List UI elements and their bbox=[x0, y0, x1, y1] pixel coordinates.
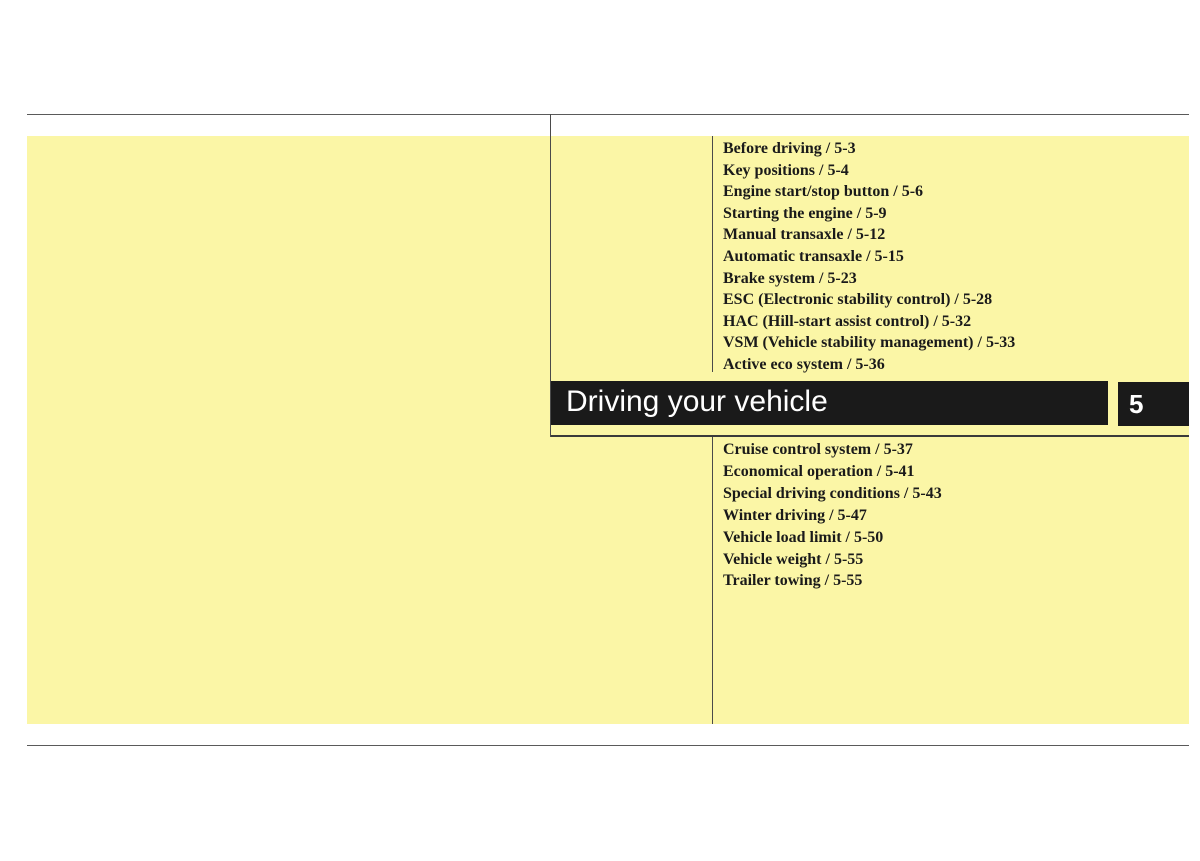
toc-item[interactable]: Winter driving / 5-47 bbox=[723, 506, 867, 524]
bottom-rule bbox=[27, 745, 1189, 746]
toc-item[interactable]: Automatic transaxle / 5-15 bbox=[723, 247, 904, 265]
toc-list-bottom bbox=[723, 439, 942, 592]
toc-item[interactable]: Key positions / 5-4 bbox=[723, 161, 849, 179]
toc-item[interactable]: VSM (Vehicle stability management) / 5-33 bbox=[723, 334, 1016, 352]
toc-item[interactable]: Vehicle weight / 5-55 bbox=[723, 550, 864, 568]
chapter-title: Driving your vehicle bbox=[551, 381, 1108, 425]
toc-item[interactable]: ESC (Electronic stability control) / 5-28 bbox=[723, 291, 993, 309]
toc-item[interactable]: Active eco system / 5-36 bbox=[723, 355, 885, 373]
toc-item[interactable]: Before driving / 5-3 bbox=[723, 140, 856, 157]
toc-item[interactable]: Trailer towing / 5-55 bbox=[723, 572, 863, 590]
toc-list-top bbox=[723, 138, 1015, 376]
toc-item[interactable]: Manual transaxle / 5-12 bbox=[723, 226, 886, 244]
toc-item[interactable]: HAC (Hill-start assist control) / 5-32 bbox=[723, 312, 972, 330]
toc-item[interactable]: Cruise control system / 5-37 bbox=[723, 441, 913, 458]
toc-item[interactable]: Vehicle load limit / 5-50 bbox=[723, 528, 884, 546]
toc-item[interactable]: Starting the engine / 5-9 bbox=[723, 204, 887, 222]
top-rule bbox=[27, 114, 1189, 115]
title-underline bbox=[551, 435, 1189, 437]
toc-divider-top bbox=[712, 136, 713, 372]
toc-item[interactable]: Brake system / 5-23 bbox=[723, 269, 857, 287]
chapter-number: 5 bbox=[1118, 382, 1189, 426]
toc-divider-bottom bbox=[712, 437, 713, 724]
toc-item[interactable]: Special driving conditions / 5-43 bbox=[723, 484, 942, 502]
toc-item[interactable]: Economical operation / 5-41 bbox=[723, 462, 915, 480]
toc-item[interactable]: Engine start/stop button / 5-6 bbox=[723, 183, 924, 201]
